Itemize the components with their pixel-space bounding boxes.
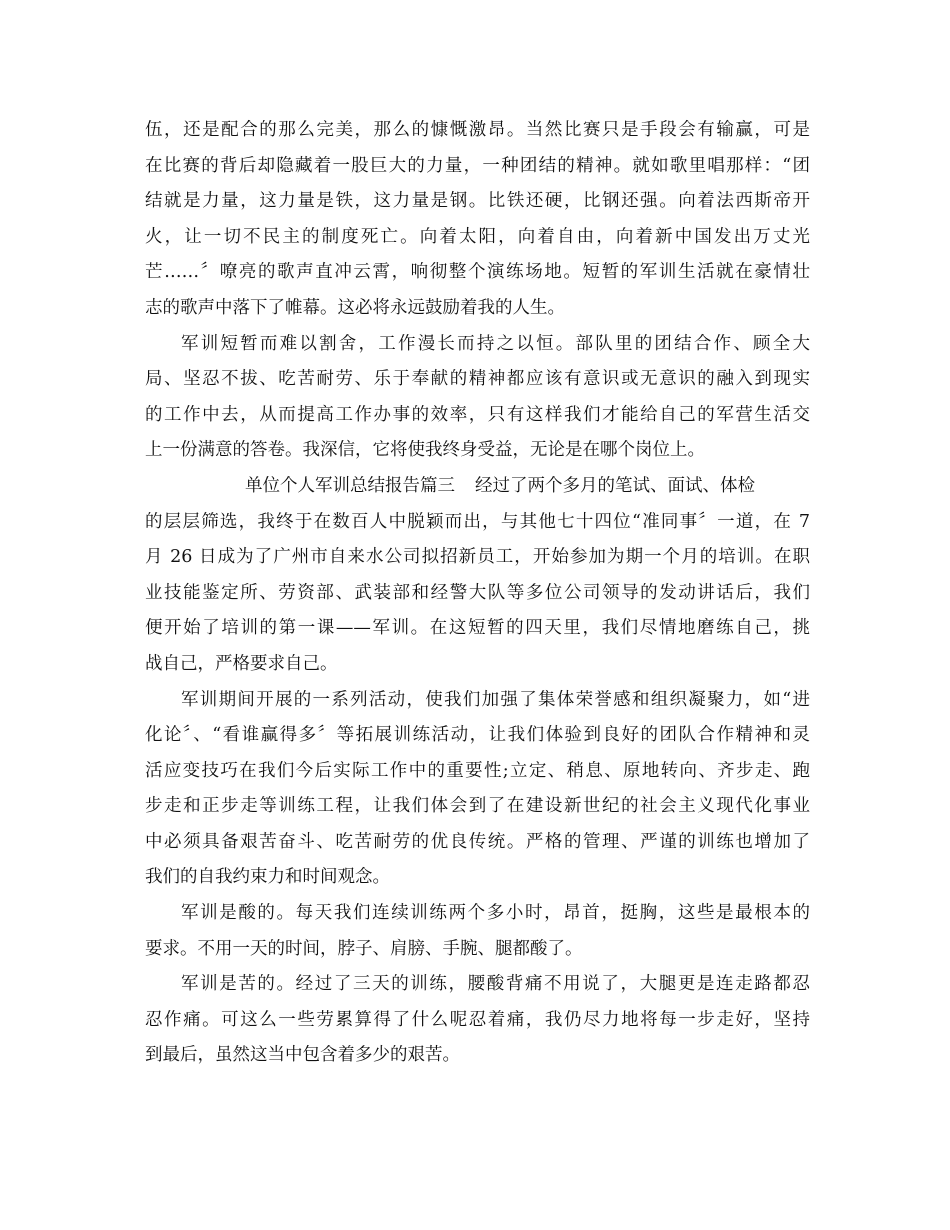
text-line: 步走和正步走等训练工程，让我们体会到了在建设新世纪的社会主义现代化事业 xyxy=(145,796,810,817)
text-line: 芒……〞嘹亮的歌声直冲云霄，响彻整个演练场地。短暂的军训生活就在豪情壮 xyxy=(145,262,810,283)
text-line: 上一份满意的答卷。我深信，它将使我终身受益，无论是在哪个岗位上。 xyxy=(145,440,705,461)
text-line: 月 26 日成为了广州市自来水公司拟招新员工，开始参加为期一个月的培训。在职 xyxy=(145,547,810,568)
heading-followup-text: 经过了两个多月的笔试、面试、体检 xyxy=(475,475,755,496)
text-line: 我们的自我约束力和时间观念。 xyxy=(145,867,390,888)
text-line: 火，让一切不民主的制度死亡。向着太阳，向着自由，向着新中国发出万丈光 xyxy=(145,226,810,247)
text-line: 中必须具备艰苦奋斗、吃苦耐劳的优良传统。严格的管理、严谨的训练也增加了 xyxy=(145,831,810,852)
text-line: 忍作痛。可这么一些劳累算得了什么呢忍着痛，我仍尽力地将每一步走好，坚持 xyxy=(145,1009,810,1030)
text-line: 业技能鉴定所、劳资部、武装部和经警大队等多位公司领导的发动讲话后，我们 xyxy=(145,582,810,603)
paragraph-first-line: 军训期间开展的一系列活动，使我们加强了集体荣誉感和组织凝聚力，如“进 xyxy=(181,689,810,710)
paragraph-first-line: 军训是苦的。经过了三天的训练，腰酸背痛不用说了，大腿更是连走路都忍 xyxy=(181,974,810,995)
text-line: 战自己，严格要求自己。 xyxy=(145,653,338,674)
document-page xyxy=(145,113,810,1074)
text-line: 的层层筛选，我终于在数百人中脱颖而出，与其他七十四位“准同事〞一道，在 7 xyxy=(145,511,810,532)
text-line: 结就是力量，这力量是铁，这力量是钢。比铁还硬，比钢还强。向着法西斯帝开 xyxy=(145,191,810,212)
text-line: 志的歌声中落下了帷幕。这必将永远鼓励着我的人生。 xyxy=(145,297,565,318)
text-line: 便开始了培训的第一课——军训。在这短暂的四天里，我们尽情地磨练自己，挑 xyxy=(145,618,810,639)
text-line: 活应变技巧在我们今后实际工作中的重要性;立定、稍息、原地转向、齐步走、跑 xyxy=(145,760,810,781)
text-line: 的工作中去，从而提高工作办事的效率，只有这样我们才能给自己的军营生活交 xyxy=(145,404,810,425)
text-line: 在比赛的背后却隐藏着一股巨大的力量，一种团结的精神。就如歌里唱那样：“团 xyxy=(145,155,810,176)
text-line: 局、坚忍不拔、吃苦耐劳、乐于奉献的精神都应该有意识或无意识的融入到现实 xyxy=(145,369,810,390)
section-heading: 单位个人军训总结报告篇三 xyxy=(245,475,455,496)
paragraph-first-line: 军训是酸的。每天我们连续训练两个多小时，昂首，挺胸，这些是最根本的 xyxy=(181,903,810,924)
text-line: 化论〞、“看谁赢得多〞等拓展训练活动，让我们体验到良好的团队合作精神和灵 xyxy=(145,725,810,746)
paragraph-first-line: 军训短暂而难以割舍，工作漫长而持之以恒。部队里的团结合作、顾全大 xyxy=(181,333,810,354)
text-line: 到最后，虽然这当中包含着多少的艰苦。 xyxy=(145,1045,460,1066)
text-line: 要求。不用一天的时间，脖子、肩膀、手腕、腿都酸了。 xyxy=(145,938,583,959)
section-heading-line xyxy=(145,469,810,505)
text-line: 伍，还是配合的那么完美，那么的慷慨激昂。当然比赛只是手段会有输赢，可是 xyxy=(145,120,810,140)
